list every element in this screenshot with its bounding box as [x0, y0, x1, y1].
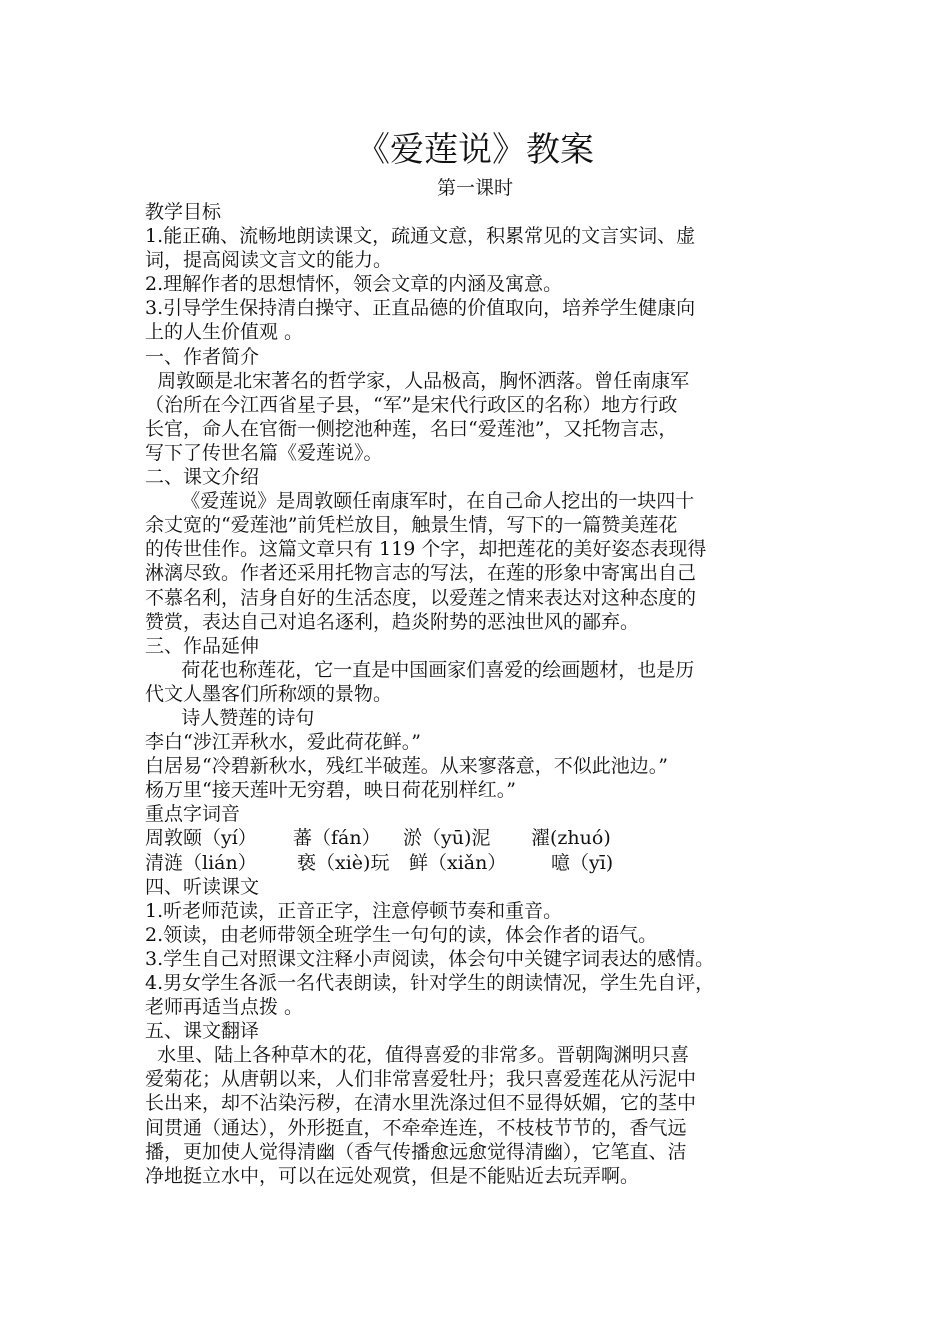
translation-line: 播，更加使人觉得清幽（香气传播愈远愈觉得清幽），它笔直、洁	[145, 1140, 687, 1163]
translation-line: 水里、陆上各种草木的花，值得喜爱的非常多。晋朝陶渊明只喜	[145, 1044, 690, 1067]
pronunciation-item: 鲜（xiǎn）	[409, 851, 507, 874]
pronunciation-item: 清涟（lián）	[145, 851, 257, 874]
listen-line: 2.领读，由老师带领全班学生一句句的读，体会作者的语气。	[145, 923, 658, 946]
goal-line: 1.能正确、流畅地朗读课文，疏通文意，积累常见的文言实词、虚	[145, 225, 696, 248]
section-heading-author: 一、作者简介	[145, 345, 260, 368]
pronunciation-row	[145, 826, 805, 850]
section-heading-translation: 五、课文翻译	[145, 1020, 260, 1043]
intro-line: 《爱莲说》是周敦颐任南康军时，在自己命人挖出的一块四十	[145, 490, 695, 513]
section-heading-extension: 三、作品延伸	[145, 634, 260, 657]
pronunciation-item: 淤（yū)泥	[403, 827, 491, 850]
goal-line: 3.引导学生保持清白操守、正直品德的价值取向，培养学生健康向	[145, 297, 696, 320]
document-body	[145, 200, 805, 1188]
author-line: 周敦颐是北宋著名的哲学家，人品极高，胸怀洒落。曾任南康军	[145, 369, 690, 392]
translation-line: 净地挺立水中，可以在远处观赏，但是不能贴近去玩弄啊。	[145, 1164, 640, 1187]
pronunciation-item: 濯(zhuó)	[531, 827, 611, 850]
pronunciation-item: 亵（xiè)玩	[297, 851, 390, 874]
section-heading-intro: 二、课文介绍	[145, 466, 260, 489]
pronunciation-item: 周敦颐（yí）	[145, 827, 257, 850]
listen-line: 1.听老师范读，正音正字，注意停顿节奏和重音。	[145, 899, 563, 922]
translation-line: 间贯通（通达），外形挺直，不牵牵连连，不枝枝节节的，香气远	[145, 1116, 687, 1139]
intro-line: 的传世佳作。这篇文章只有 119 个字，却把莲花的美好姿态表现得	[145, 538, 707, 561]
pronunciation-item: 蕃（fán）	[293, 827, 381, 850]
section-heading-listen: 四、听读课文	[145, 875, 260, 898]
intro-line: 不慕名利，洁身自好的生活态度，以爱莲之情来表达对这种态度的	[145, 586, 697, 609]
intro-line: 赞赏，表达自己对追名逐利，趋炎附势的恶浊世风的鄙弃。	[145, 610, 640, 633]
author-line: （治所在今江西省星子县，“军”是宋代行政区的名称）地方行政	[145, 393, 678, 416]
pronunciation-item: 噫（yī)	[551, 851, 614, 874]
document-title: 《爱莲说》教案	[356, 130, 594, 170]
section-heading-pronunciation: 重点字词音	[145, 803, 241, 826]
intro-line: 余丈宽的“爱莲池”前凭栏放目，触景生情，写下的一篇赞美莲花	[145, 514, 678, 537]
author-line: 长官，命人在官衙一侧挖池种莲，名曰“爱莲池”，又托物言志，	[145, 417, 678, 440]
intro-line: 淋漓尽致。作者还采用托物言志的写法，在莲的形象中寄寓出自己	[145, 562, 697, 585]
author-line: 写下了传世名篇《爱莲说》。	[145, 441, 383, 464]
extension-line: 代文人墨客们所称颂的景物。	[145, 682, 393, 705]
extension-line: 诗人赞莲的诗句	[145, 706, 315, 729]
translation-line: 爱菊花；从唐朝以来，人们非常喜爱牡丹；我只喜爱莲花从污泥中	[145, 1068, 697, 1091]
poem-line: 李白“涉江弄秋水，爱此荷花鲜。”	[145, 731, 421, 754]
goal-line: 词，提高阅读文言文的能力。	[145, 249, 393, 272]
listen-line: 3.学生自己对照课文注释小声阅读，体会句中关键字词表达的感情。	[145, 947, 715, 970]
pronunciation-row	[145, 851, 805, 875]
listen-line: 老师再适当点拨 。	[145, 996, 304, 1019]
poem-line: 白居易“冷碧新秋水，残红半破莲。从来寥落意，不似此池边。”	[145, 755, 668, 778]
extension-line: 荷花也称莲花，它一直是中国画家们喜爱的绘画题材，也是历	[145, 658, 695, 681]
goal-line: 上的人生价值观 。	[145, 321, 304, 344]
document-subtitle: 第一课时	[436, 177, 513, 199]
listen-line: 4.男女学生各派一名代表朗读，针对学生的朗读情况，学生先自评，	[145, 972, 715, 994]
translation-line: 长出来，却不沾染污秽，在清水里洗涤过但不显得妖媚，它的茎中	[145, 1092, 697, 1115]
goal-line: 2.理解作者的思想情怀，领会文章的内涵及寓意。	[145, 273, 563, 296]
poem-line: 杨万里“接天莲叶无穷碧，映日荷花别样红。”	[145, 779, 516, 802]
section-heading-goals: 教学目标	[145, 201, 222, 223]
